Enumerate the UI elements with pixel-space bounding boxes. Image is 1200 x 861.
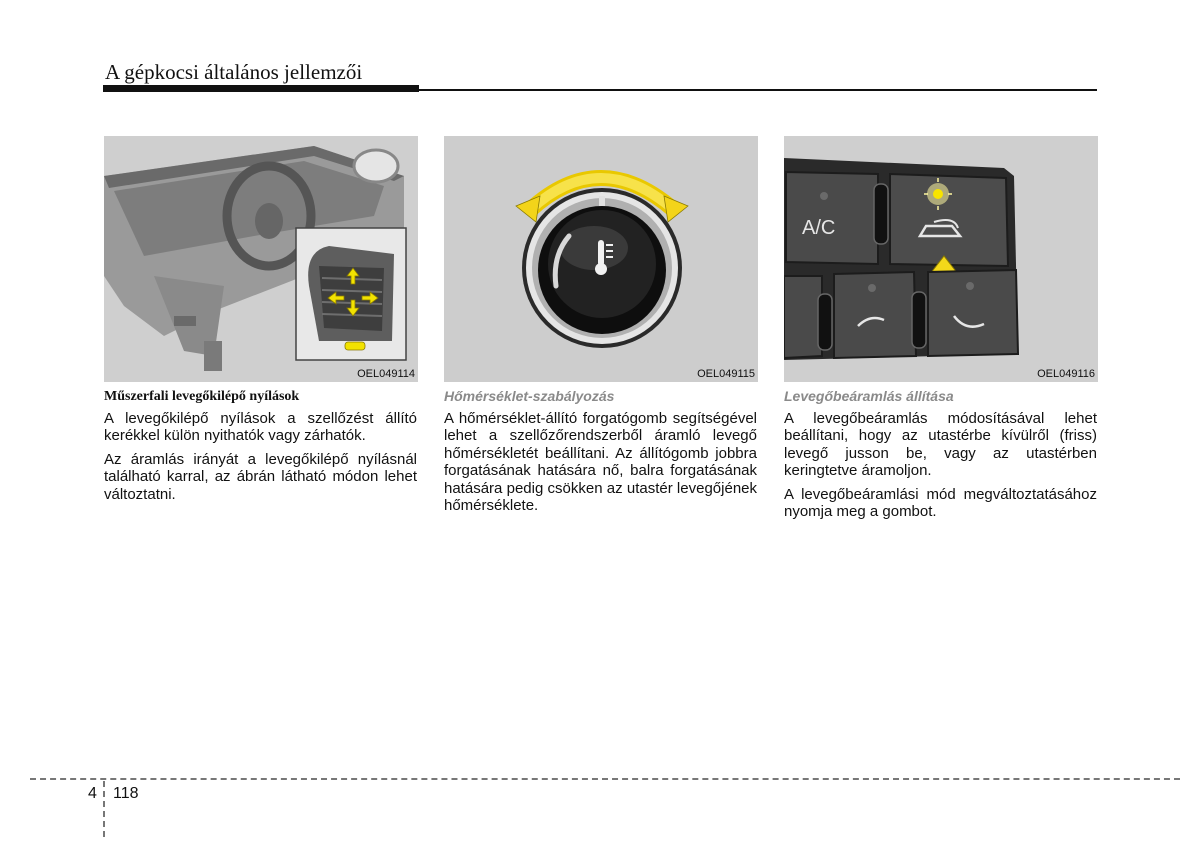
figure-code: OEL049116 [1037, 368, 1095, 380]
temperature-knob-illustration [444, 136, 758, 382]
figure-code: OEL049115 [697, 368, 755, 380]
paragraph: A hőmérséklet-állító forgatógomb segítségével lehet a szellőzőrendszerből áramló levegő hőmérsékletét beállítani. Az állítógomb jobbra forgatásának hatására nő, balra forgatásának hatására pedig csökken az utastér levegőjének hőmérséklete. [444, 409, 757, 514]
section-heading: Műszerfali levegőkilépő nyílások [104, 389, 300, 404]
header-rule-thick [103, 85, 419, 92]
footer-dashed-rule [30, 778, 1180, 780]
section-air-vents [104, 388, 417, 509]
section-heading: Levegőbeáramlás állítása [784, 388, 954, 404]
section-heading: Hőmérséklet-szabályozás [444, 388, 615, 404]
ac-button-label: A/C [802, 217, 836, 239]
dashboard-air-vent-illustration [104, 136, 418, 382]
header-rule-thin [419, 89, 1097, 91]
paragraph: A levegőkilépő nyílások a szellőzést állító kerékkel külön nyithatók vagy zárhatók. [104, 409, 417, 444]
section-air-intake [784, 388, 1097, 527]
figure-code: OEL049114 [357, 368, 415, 380]
page-header-title: A gépkocsi általános jellemzői [105, 60, 363, 84]
figure-dashboard-vent [104, 136, 418, 382]
air-intake-button-illustration [784, 136, 1098, 382]
footer-vertical-dashed-rule [103, 781, 105, 837]
paragraph: Az áramlás irányát a levegőkilépő nyílásnál található karral, az ábrán látható módon lehet változtatni. [104, 450, 417, 503]
figure-air-intake-panel [784, 136, 1098, 382]
figure-temperature-knob [444, 136, 758, 382]
section-temperature-control [444, 388, 757, 521]
paragraph: A levegőbeáramlás módosításával lehet beállítani, hogy az utastérbe kívülről (friss) levegő jusson be, vagy az utastérben keringtetve áramoljon. [784, 409, 1097, 479]
page-number: 118 [113, 785, 139, 802]
page-chapter: 4 [88, 785, 97, 802]
paragraph: A levegőbeáramlási mód megváltoztatásához nyomja meg a gombot. [784, 485, 1097, 520]
